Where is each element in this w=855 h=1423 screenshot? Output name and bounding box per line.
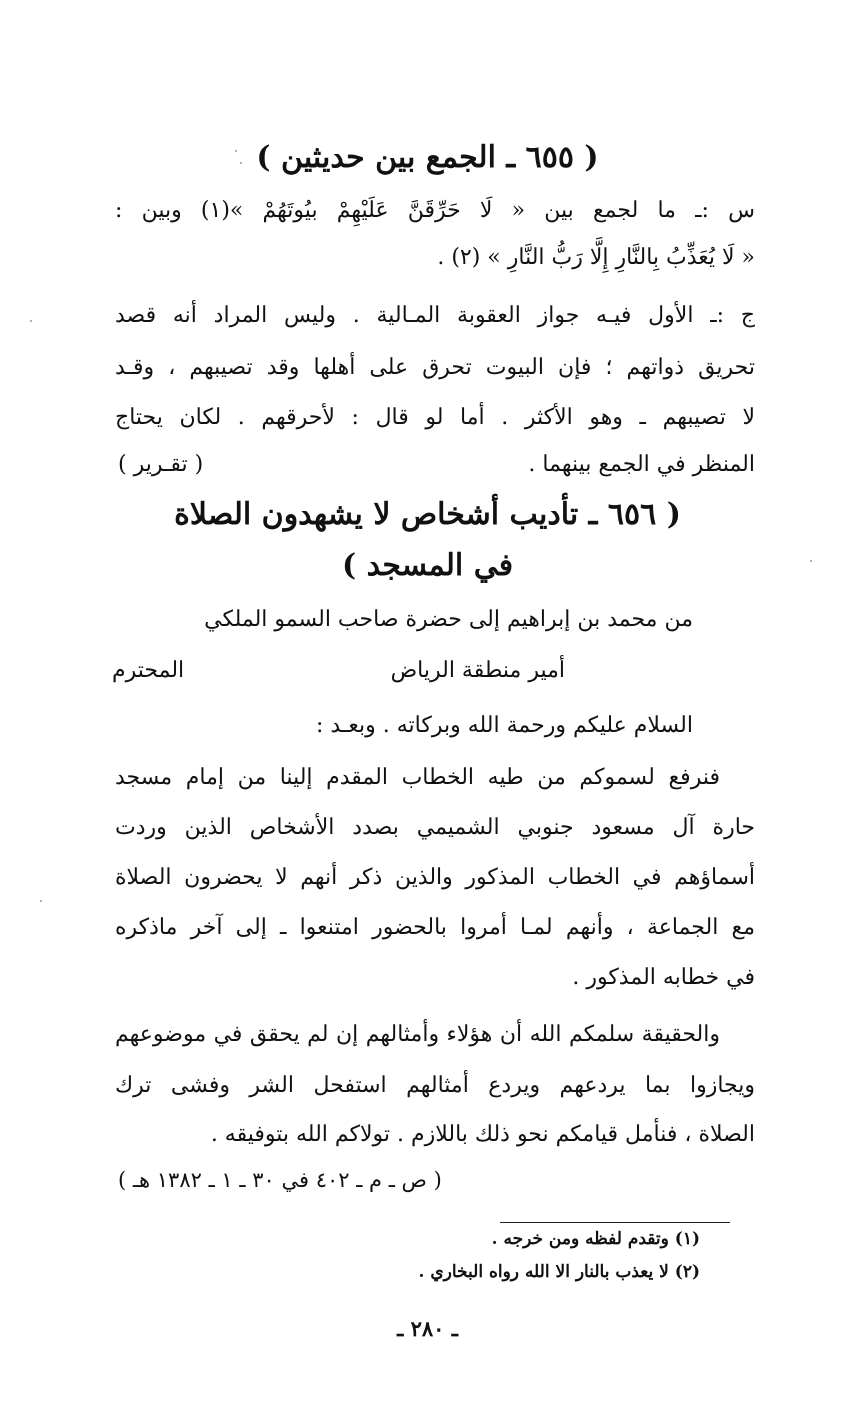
footnote-2: (٢) لا يعذب بالنار الا الله رواه البخاري . [418, 1262, 700, 1282]
body-line-8: الصلاة ، فنأمل قيامكم نحو ذلك باللازم . تولاكم الله بتوفيقه . [210, 1122, 755, 1147]
scan-speck [40, 900, 42, 902]
body-line-3: أسماؤهم في الخطاب المذكور والذين ذكر أنهم لا يحضرون الصلاة [115, 865, 755, 890]
footnote-separator [500, 1222, 730, 1223]
answer-line-1: ج :ـ الأول فيـه جواز العقوبة المـالية . وليس المراد أنه قصد [115, 303, 755, 328]
answer-line-3: لا تصيبهم ـ وهو الأكثر . أما لو قال : لأحرقهم . لكان يحتاج [115, 405, 755, 430]
footnote-1: (١) وتقدم لفظه ومن خرجه . [491, 1229, 700, 1249]
letter-greeting: السلام عليكم ورحمة الله وبركاته . وبعـد : [316, 713, 693, 738]
body-line-6: والحقيقة سلمكم الله أن هؤلاء وأمثالهم إن لم يحقق في موضوعهم [115, 1022, 720, 1047]
body-line-2: حارة آل مسعود جنوبي الشميمي بصدد الأشخاص الذين وردت [115, 815, 755, 840]
letter-reference: ( ص ـ م ـ ٤٠٢ في ٣٠ ـ ١ ـ ١٣٨٢ هـ ) [118, 1168, 442, 1192]
section-heading-655: ( ٦٥٥ ـ الجمع بين حديثين ) [256, 140, 599, 175]
page-number: ـ ٢٨٠ ـ [397, 1316, 458, 1341]
source-note: ( تقـرير ) [118, 452, 204, 477]
letter-from: من محمد بن إبراهيم إلى حضرة صاحب السمو الملكي [204, 607, 693, 632]
question-line-1: س :ـ ما لجمع بين « لَا حَرِّقَنَّ عَلَيْهِمْ بيُوتَهُمْ »(١) وبين : [115, 198, 755, 223]
letter-honorific: المحترم [112, 658, 185, 683]
scan-speck [810, 560, 812, 562]
body-line-5: في خطابه المذكور . [572, 965, 755, 990]
answer-line-2: تحريق ذواتهم ؛ فإن البيوت تحرق على أهلها وقد تصيبهم ، وقـد [115, 355, 755, 380]
scan-speck [240, 162, 242, 164]
body-line-4: مع الجماعة ، وأنهم لمـا أمروا بالحضور امتنعوا ـ إلى آخر ماذكره [115, 915, 755, 940]
letter-recipient: أمير منطقة الرياض [390, 658, 565, 683]
section-heading-656-line-2: في المسجد ) [341, 548, 514, 583]
body-line-7: ويجازوا بما يردعهم ويردع أمثالهم استفحل الشر وفشى ترك [115, 1073, 755, 1098]
section-heading-656-line-1: ( ٦٥٦ ـ تأديب أشخاص لا يشهدون الصلاة [174, 497, 681, 532]
question-line-2: « لَا يُعَذِّبُ بِالنَّارِ إِلَّا رَبُّ النَّارِ » (٢) . [437, 245, 755, 270]
scan-speck [30, 320, 32, 322]
body-line-1: فنرفع لسموكم من طيه الخطاب المقدم إلينا من إمام مسجد [115, 765, 720, 790]
scan-speck [235, 150, 237, 152]
answer-line-4: المنظر في الجمع بينهما . [528, 452, 755, 477]
